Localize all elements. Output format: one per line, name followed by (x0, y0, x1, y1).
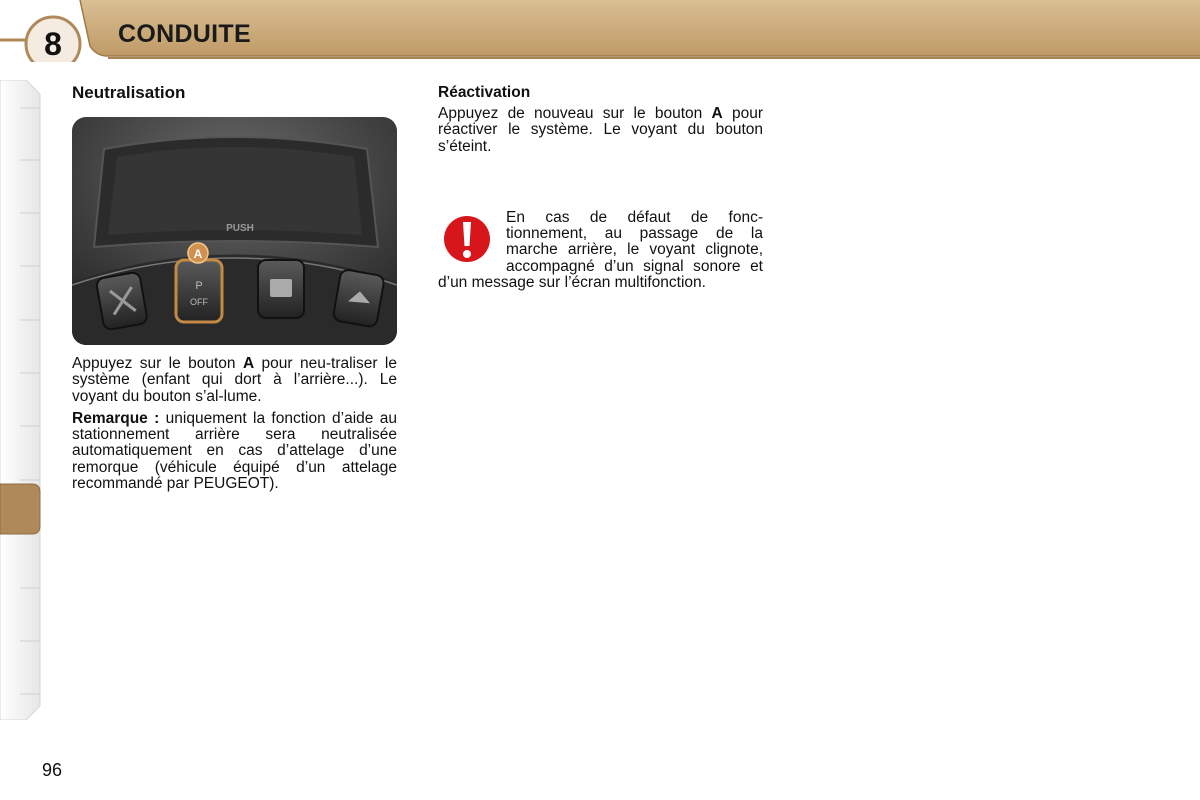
chapter-number: 8 (44, 26, 62, 62)
left-body-text (72, 356, 397, 498)
section-heading-reactivation: Réactivation (438, 84, 531, 101)
page-number: 96 (42, 760, 63, 780)
paragraph-remark: Remarque : uniquement la fonction d’aide au stationnement arrière sera neutralisée automatiquement en cas d’attelage d’une remorque (véhicule équipé d’un attelage recommandé par PEUGEOT). (72, 409, 397, 493)
warning-paragraph: En cas de défaut de fonc-tionnement, au passage de la marche arrière, le voyant clignote, accompagné d’un signal sonore et d’un message sur l’écran multifonction. (438, 209, 763, 291)
push-label: PUSH (226, 223, 254, 234)
chapter-tab-strip (0, 80, 44, 720)
button-a-badge-label: A (193, 247, 203, 261)
section-heading-neutralisation: Neutralisation (72, 83, 186, 102)
button-a-text-p: P (195, 280, 203, 292)
paragraph-reactivation: Appuyez de nouveau sur le bouton A pour réactiver le système. Le voyant du bouton s’éteint. (438, 105, 763, 155)
paragraph-neutralise: Appuyez sur le bouton A pour neu-traliser le système (enfant qui dort à l’arrière...). Le voyant du bouton s’al-lume. (72, 355, 397, 405)
dashboard-buttons-photo (72, 117, 397, 345)
chapter-title: CONDUITE (118, 20, 251, 48)
button-a-text-off: OFF (190, 297, 208, 307)
